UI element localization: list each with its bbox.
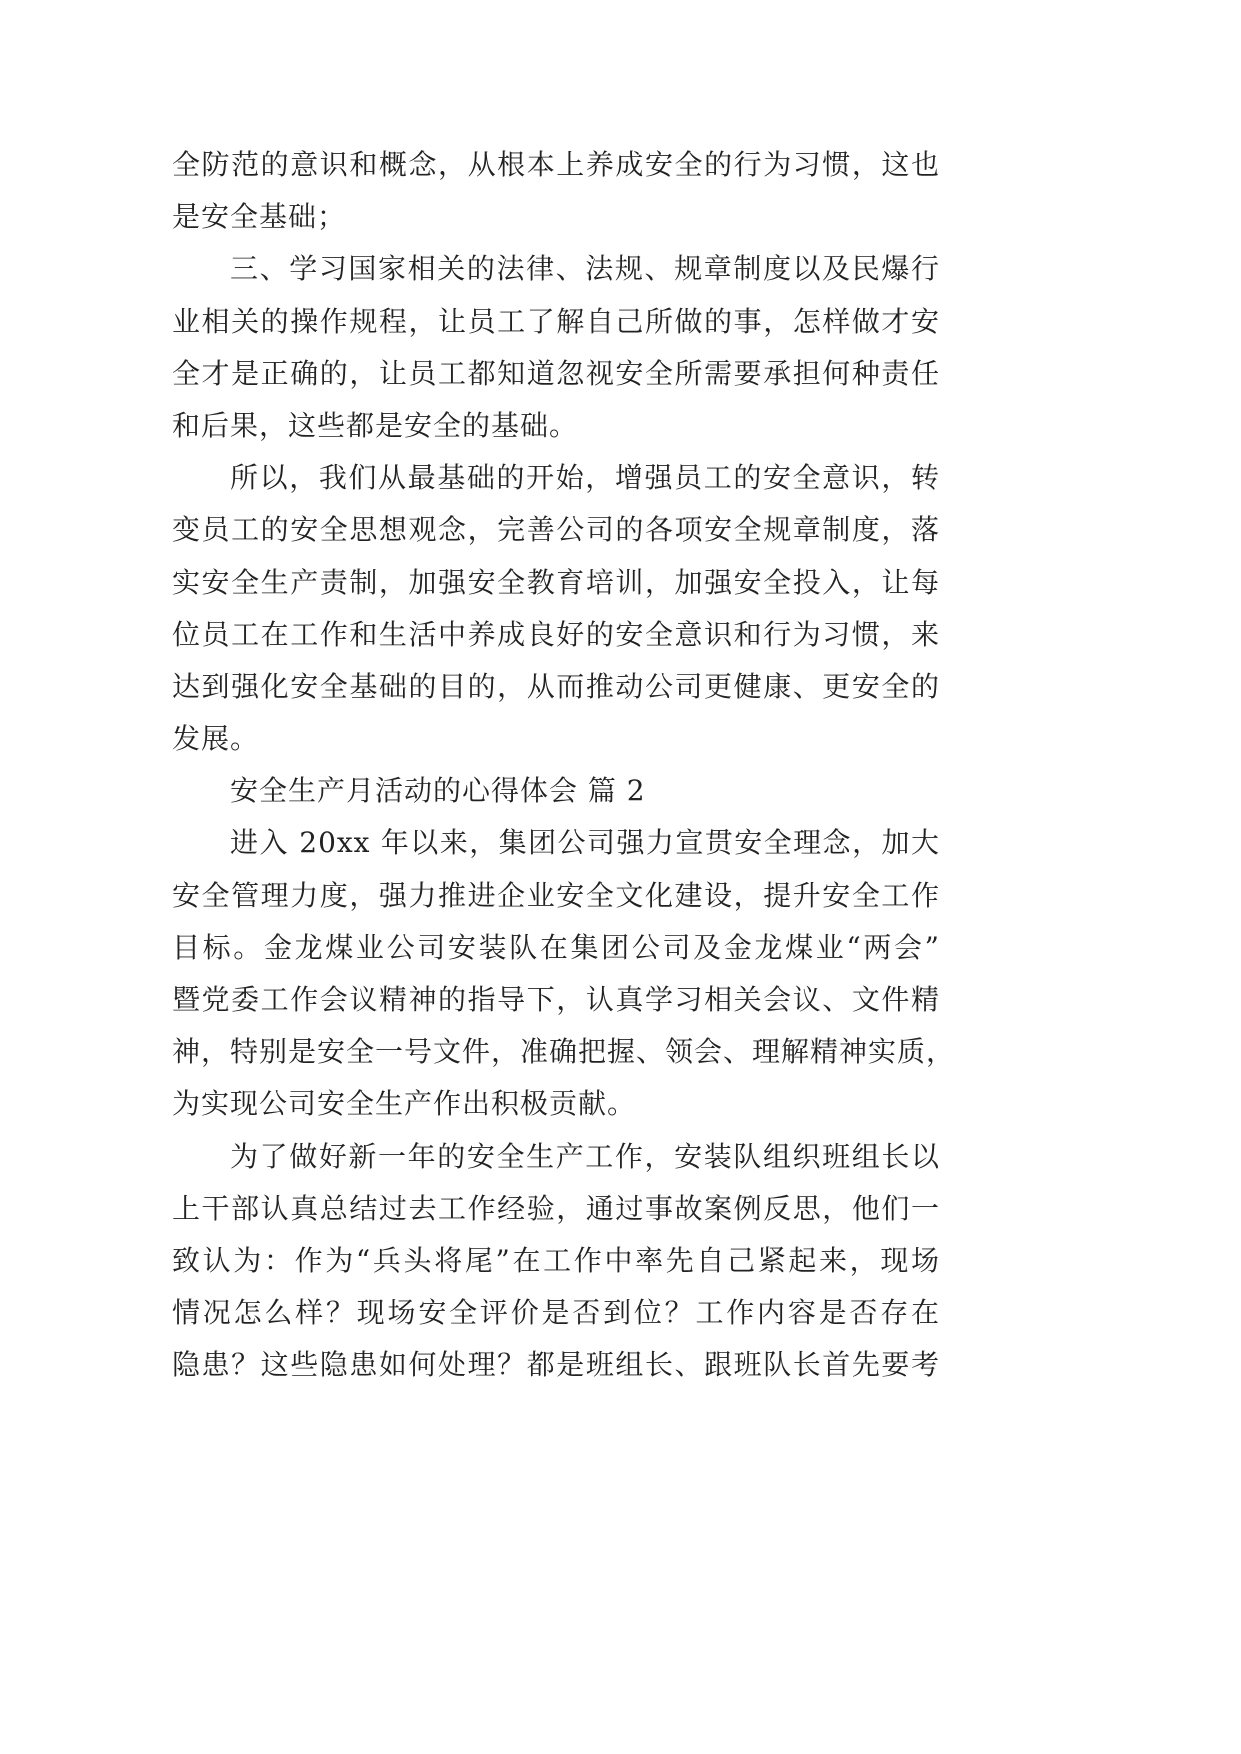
text-line: 暨党委工作会议精神的指导下，认真学习相关会议、文件精 (172, 983, 940, 1016)
text-line: 达到强化安全基础的目的，从而推动公司更健康、更安全的 (172, 669, 940, 703)
text-line: 业相关的操作规程，让员工了解自己所做的事，怎样做才安 (172, 304, 940, 338)
text-line: 隐患？这些隐患如何处理？都是班组长、跟班队长首先要考 (172, 1348, 940, 1382)
text-line: 全才是正确的，让员工都知道忽视安全所需要承担何种责任 (172, 356, 940, 390)
text-line: 是安全基础； (172, 200, 347, 234)
text-line: 进入 20xx 年以来，集团公司强力宣贯安全理念，加大 (230, 826, 940, 860)
text-line: 发展。 (172, 722, 260, 756)
text-line: 神，特别是安全一号文件，准确把握、领会、理解精神实质， (172, 1035, 956, 1069)
text-line: 致认为：作为“兵头将尾”在工作中率先自己紧起来，现场 (172, 1243, 940, 1277)
paragraph (172, 243, 940, 452)
text-line: 目标。金龙煤业公司安装队在集团公司及金龙煤业“两会” (172, 930, 940, 964)
text-line: 安全管理力度，强力推进企业安全文化建设，提升安全工作 (172, 878, 940, 912)
paragraph (172, 817, 956, 1130)
paragraph (172, 139, 940, 243)
text-line: 所以，我们从最基础的开始，增强员工的安全意识，转 (230, 461, 940, 495)
paragraph (172, 1131, 940, 1392)
text-line: 位员工在工作和生活中养成良好的安全意识和行为习惯，来 (172, 617, 940, 651)
text-line: 为了做好新一年的安全生产工作，安装队组织班组长以 (230, 1139, 940, 1173)
document-page (172, 139, 956, 1392)
text-line: 情况怎么样？现场安全评价是否到位？工作内容是否存在 (172, 1296, 940, 1330)
section-heading (172, 765, 940, 817)
text-line: 三、学习国家相关的法律、法规、规章制度以及民爆行 (230, 252, 940, 286)
section-heading-text: 安全生产月活动的心得体会 篇 2 (230, 774, 646, 808)
text-line: 实安全生产责制，加强安全教育培训，加强安全投入，让每 (172, 565, 940, 599)
text-line: 和后果，这些都是安全的基础。 (172, 408, 579, 442)
text-line: 为实现公司安全生产作出积极贡献。 (172, 1087, 637, 1121)
text-line: 上干部认真总结过去工作经验，通过事故案例反思，他们一 (172, 1191, 940, 1225)
paragraph (172, 452, 940, 765)
text-line: 变员工的安全思想观念，完善公司的各项安全规章制度，落 (172, 513, 940, 547)
text-line: 全防范的意识和概念，从根本上养成安全的行为习惯，这也 (172, 148, 940, 181)
